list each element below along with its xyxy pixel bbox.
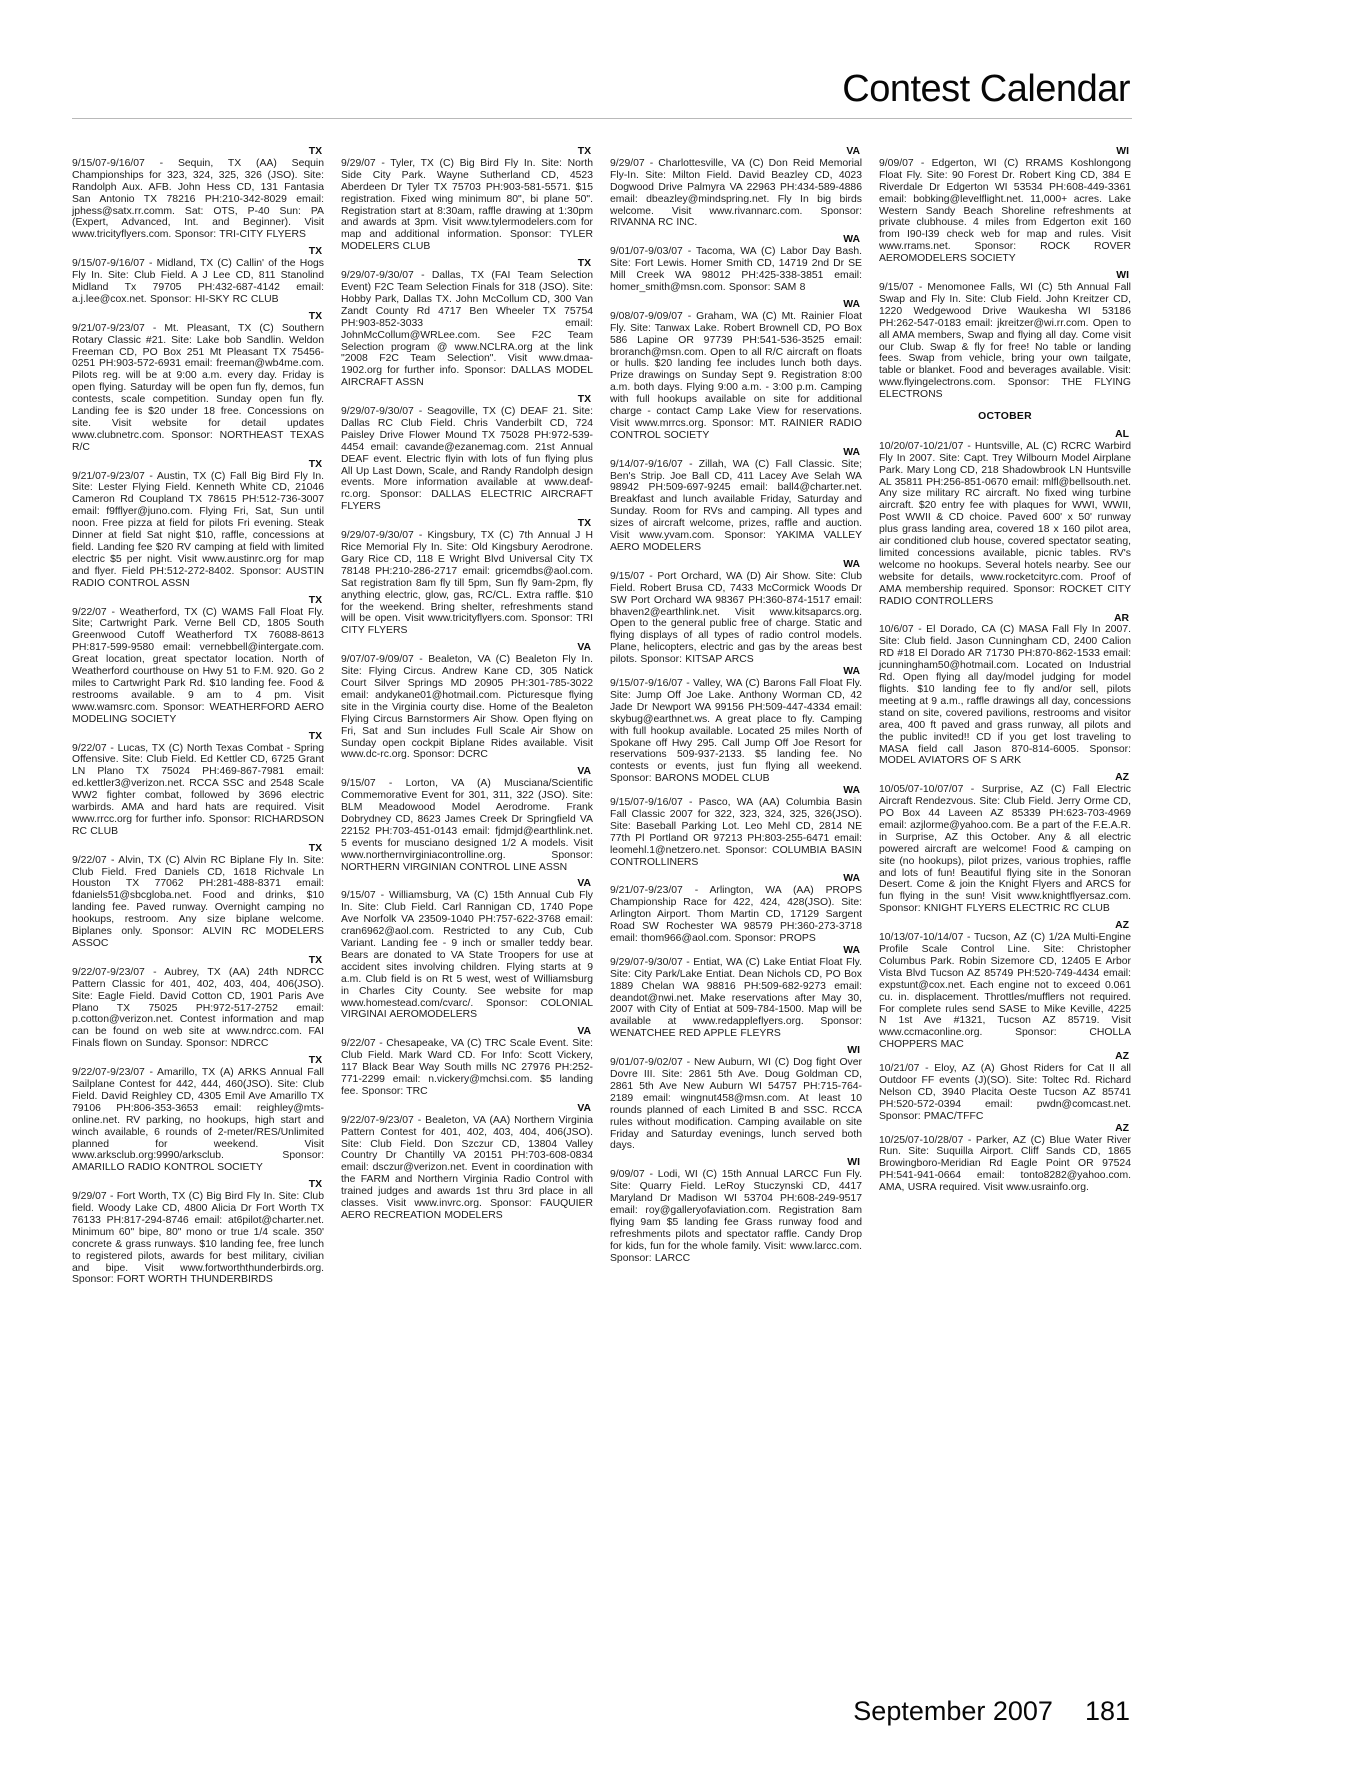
calendar-entry bbox=[879, 1123, 1131, 1194]
calendar-column bbox=[879, 146, 1131, 1286]
entry-text: 9/22/07-9/23/07 - Aubrey, TX (AA) 24th NDRCC Pattern Classic for 401, 402, 403, 404, 406(JSO). Site: Eagle Field. David Cotton CD, 1901 Paris Ave Plano TX 75025 PH:972-517-2752 email: p.cotton@verizon.net. Contest information and map can be found on web site at www.ndrcc.com. FAI Finals flown on Sunday. Sponsor: NDRCC bbox=[72, 966, 324, 1050]
state-tag: WA bbox=[843, 944, 860, 956]
calendar-entry bbox=[879, 920, 1131, 1051]
calendar-entry bbox=[341, 1103, 593, 1222]
state-tag: AZ bbox=[1115, 1122, 1129, 1134]
columns-container bbox=[72, 146, 1132, 1286]
footer-date: September 2007 bbox=[853, 1696, 1053, 1726]
state-tag: TX bbox=[308, 1179, 322, 1191]
calendar-column bbox=[610, 146, 862, 1286]
entry-text: 10/13/07-10/14/07 - Tucson, AZ (C) 1/2A Multi-Engine Profile Scale Control Line. Site: Christopher Columbus Park. Robin Sizemore CD, 12405 E Arbor Vista Blvd Tucson AZ 85749 PH:520-749-4434 email: expstunt@cox.net. Each engine not to exceed 0.061 cu. in. displacement. Throttles/mufflers not required. For complete rules send SASE to Mike Keville, 4225 N 1st Ave #1321, Tucson AZ 85719. Visit www.ccmaconline.org. Sponsor: CHOLLA CHOPPERS MAC bbox=[879, 932, 1131, 1051]
calendar-entry bbox=[72, 311, 324, 454]
entry-text: 9/14/07-9/16/07 - Zillah, WA (C) Fall Classic. Site; Ben's Strip. Joe Ball CD, 411 Lacey Ave Selah WA 98942 PH:509-697-9245 email: ball4@charter.net. Breakfast and lunch available Friday, Saturday and Sunday. Room for RVs and camping. All types and sizes of aircraft welcome, prizes, raffle and auction. Visit www.yvam.com. Sponsor: YAKIMA VALLEY AERO MODELERS bbox=[610, 458, 862, 553]
entry-text: 9/08/07-9/09/07 - Graham, WA (C) Mt. Rainier Float Fly. Site: Tanwax Lake. Robert Brownell CD, PO Box 586 Lapine OR 97739 PH:541-536-3525 email: broranch@msn.com. Open to all R/C aircraft on floats or hulls. $20 landing fee includes lunch both days. Prize drawings on Sunday Sept 9. Registration 8:00 a.m. both days. Flying 9:00 a.m. - 3:00 p.m. Camping with full hookups available on site for additional charge - contact Camp Lake View for reservations. Visit www.mrrcs.org. Sponsor: MT. RAINIER RADIO CONTROL SOCIETY bbox=[610, 310, 862, 441]
calendar-entry bbox=[72, 731, 324, 838]
calendar-entry bbox=[341, 518, 593, 637]
state-tag: WI bbox=[847, 1157, 860, 1169]
state-tag: AZ bbox=[1115, 772, 1129, 784]
state-tag: WA bbox=[843, 234, 860, 246]
state-tag: WA bbox=[843, 446, 860, 458]
state-tag: WI bbox=[1116, 270, 1129, 282]
calendar-entry bbox=[72, 146, 324, 241]
calendar-entry bbox=[879, 772, 1131, 915]
entry-text: 9/22/07 - Alvin, TX (C) Alvin RC Biplane Fly In. Site: Club Field. Fred Daniels CD, 1618 Richvale Ln Houston TX 77062 PH:281-488-8371 email: fdaniels51@sbcgloba.net. Food and drinks, $10 landing fee. Paved runway. Overnight camping no hookups, restroom. Any size biplane welcome. Biplanes only. Sponsor: ALVIN RC MODELERS ASSOC bbox=[72, 854, 324, 949]
calendar-entry bbox=[610, 1045, 862, 1152]
state-tag: TX bbox=[308, 730, 322, 742]
state-tag: TX bbox=[308, 146, 322, 157]
state-tag: TX bbox=[577, 258, 591, 270]
entry-text: 9/29/07 - Fort Worth, TX (C) Big Bird Fly In. Site: Club field. Woody Lake CD, 4800 Alicia Dr Fort Worth TX 76133 PH:817-294-8746 email: at6pilot@charter.net. Minimum 60" bipe, 80" mono or true 1/4 scale. 350' concrete & grass runways. $10 landing fee, free lunch to registered pilots, awards for best military, civilian and bipe. Visit www.fortworththunderbirds.org. Sponsor: FORT WORTH THUNDERBIRDS bbox=[72, 1191, 324, 1286]
entry-text: 9/22/07 - Chesapeake, VA (C) TRC Scale Event. Site: Club Field. Mark Ward CD. For Info: Scott Vickery, 117 Black Bear Way South mills NC 27976 PH:252-771-2299 email: n.vickery@mchsi.com. $5 landing fee. Sponsor: TRC bbox=[341, 1038, 593, 1097]
calendar-entry bbox=[72, 1055, 324, 1174]
entry-text: 9/29/07-9/30/07 - Seagoville, TX (C) DEAF 21. Site: Dallas RC Club Field. Chris Vanderbilt CD, 724 Paisley Drive Flower Mound TX 75028 PH:972-539-4454 email: cavande@ezanemag.com. 21st Annual DEAF event. Electric flyin with lots of fun flying plus All Up Last Down, Scale, and Randy Randolph design events. More information available at www.deaf-rc.org. Sponsor: DALLAS ELECTRIC AIRCRAFT FLYERS bbox=[341, 406, 593, 513]
entry-text: 9/15/07-9/16/07 - Pasco, WA (AA) Columbia Basin Fall Classic 2007 for 322, 323, 324, 325, 326(JSO). Site: Baseball Parking Lot. Leo Mehl CD, 2814 NE 77th Pl Portland OR 97213 PH:803-255-6471 email: leomehl.1@netzero.net. Sponsor: COLUMBIA BASIN CONTROLLINERS bbox=[610, 797, 862, 868]
state-tag: VA bbox=[577, 1102, 591, 1114]
entry-text: 9/21/07-9/23/07 - Austin, TX (C) Fall Big Bird Fly In. Site: Lester Flying Field. Kenneth White CD, 21046 Cameron Rd Coupland TX 78615 PH:512-736-3007 email: f9fflyer@juno.com. Flying Fri, Sat, Sun until noon. Free pizza at field for pilots Fri evening. Steak Dinner at field Sat night $10, raffle, concessions at field. Landing fee $20 RV camping at field with limited electric $5 per night. Visit www.austinrc.org for map and flyer. Field PH:512-272-8402. Sponsor: AUSTIN RADIO CONTROL ASSN bbox=[72, 470, 324, 589]
state-tag: TX bbox=[308, 310, 322, 322]
state-tag: AR bbox=[1113, 612, 1129, 624]
state-tag: WA bbox=[843, 785, 860, 797]
month-section-header: OCTOBER bbox=[978, 411, 1032, 423]
calendar-entry bbox=[610, 785, 862, 868]
entry-text: 9/29/07-9/30/07 - Kingsbury, TX (C) 7th Annual J H Rice Memorial Fly In. Site: Old Kingsbury Aerodrone. Gary Rice CD, 118 E Wright Blvd Universal City TX 78148 PH:210-286-2717 email: gricemdbs@aol.com. Sat registration 8am fly till 5pm, Sun fly 9am-2pm, fly anything electric, glow, gas, RC/CL. Extra raffle. $10 for the weekend. Bring shelter, refreshments stand will be open. Visit www.tricityflyers.com. Sponsor: TRI CITY FLYERS bbox=[341, 530, 593, 637]
state-tag: TX bbox=[308, 458, 322, 470]
state-tag: WA bbox=[843, 298, 860, 310]
calendar-entry bbox=[72, 459, 324, 590]
entry-text: 10/20/07-10/21/07 - Huntsville, AL (C) RCRC Warbird Fly In 2007. Site: Capt. Trey Wilbourn Model Airplane Park. Mary Long CD, 218 Shadowbrook LN Huntsville AL 35811 PH:256-851-0670 email: mlfl@bellsouth.net. Any size military RC aircraft. No fixed wing turbine aircraft. $20 entry fee with plaques for WWI, WWII, Post WWII & CD choice. Paved 600' x 50' runway plus grass landing area, covered 18 x 160 pilot area, air conditioned club house, covered spectator seating, limited concessions available, picnic tables. RV's welcome no hookups. Several hotels nearby. See our website for details, www.rocketcityrc.com. Proof of AMA membership required. Sponsor: ROCKET CITY RADIO CONTROLLERS bbox=[879, 440, 1131, 607]
entry-text: 9/22/07-9/23/07 - Amarillo, TX (A) ARKS Annual Fall Sailplane Contest for 442, 444, 460(JSO). Site: Club Field. David Reighley CD, 4305 Emil Ave Amarillo TX 79106 PH:806-353-3653 email: reighley@mts-online.net. RV parking, no hookups, high start and winch available, 6 rounds of 2-meter/RES/Unlimited planned for weekend. Visit www.arksclub.org:9990/arksclub. Sponsor: AMARILLO RADIO KONTROL SOCIETY bbox=[72, 1067, 324, 1174]
entry-text: 9/01/07-9/02/07 - New Auburn, WI (C) Dog fight Over Dovre III. Site: 2861 5th Ave. Doug Goldman CD, 2861 5th Ave New Auburn WI 54757 PH:715-764-2189 email: wingnut458@msn.com. At least 10 rounds planned of each Limited B and SSC. RCCA rules without modification. Camping available on site Friday and Saturday evenings, lunch served both days. bbox=[610, 1057, 862, 1152]
calendar-entry bbox=[341, 394, 593, 513]
entry-text: 9/15/07 - Lorton, VA (A) Musciana/Scientific Commemorative Event for 301, 311, 322 (JSO). Site: BLM Meadowood Model Aerodrome. Frank Dobrydney CD, 8623 James Creek Dr Springfield VA 22152 PH:703-451-0143 email: fjdmjd@earthlink.net. 5 events for musciano designed 1/2 A models. Visit www.northernvirginiacontrolline.org. Sponsor: NORTHERN VIRGINIAN CONTROL LINE ASSN bbox=[341, 778, 593, 873]
entry-text: 9/21/07-9/23/07 - Mt. Pleasant, TX (C) Southern Rotary Classic #21. Site: Lake bob Sandlin. Weldon Freeman CD, PO Box 251 Mt Pleasant TX 75456-0251 PH:903-572-6931 email: freeman@wb4me.com. Pilots reg. will be at 9:00 a.m. every day. Friday is open flying. Saturday will be open fun fly, demos, fun contests, scale competition. Sunday open fun fly. Landing fee is $20 under 18 free. Concessions on site. Visit website for detail updates www.clubnetrc.com. Sponsor: NORTHEAST TEXAS R/C bbox=[72, 322, 324, 453]
state-tag: AL bbox=[1115, 428, 1129, 440]
calendar-entry bbox=[72, 1179, 324, 1286]
state-tag: AZ bbox=[1115, 920, 1129, 932]
state-tag: VA bbox=[577, 1026, 591, 1038]
entry-text: 9/15/07-9/16/07 - Sequin, TX (AA) Sequin Championships for 323, 324, 325, 326 (JSO). Site: Randolph Aux. AFB. John Hess CD, 131 Fantasia San Antonio TX 78216 PH:210-342-8029 email: jphess@satx.rr.comm. Sat: OTS, P-40 Sun: PA (Expert, Advanced, Int. and Beginner). Visit www.tricityflyers.com. Sponsor: TRI-CITY FLYERS bbox=[72, 157, 324, 241]
calendar-entry bbox=[72, 246, 324, 306]
entry-text: 9/22/07 - Weatherford, TX (C) WAMS Fall Float Fly. Site; Cartwright Park. Verne Bell CD, 1805 South Greenwood Cutoff Weatherford TX 76088-8613 PH:817-599-9580 email: vernebbell@intergate.com. Great location, great spectator location. North of Weatherford courthouse on Hwy 51 to F.M. 920. Go 2 miles to Cartwright Park Rd. $10 landing fee. Food & restrooms available. 9 am to 4 pm. Visit www.wamsrc.com. Sponsor: WEATHERFORD AERO MODELING SOCIETY bbox=[72, 606, 324, 725]
entry-text: 9/15/07 - Menomonee Falls, WI (C) 5th Annual Fall Swap and Fly In. Site: Club Field. John Kreitzer CD, 1220 Wedgewood Drive Waukesha WI 53186 PH:262-547-0183 email: jkreitzer@wi.rr.com. Open to all AMA members, Swap and flying all day. Come visit our Club. Swap & fly for free! No table or landing fees. Swap from vehicle, bring your own tailgate, table or blanket. Food and beverages available. Visit: www.flyingelectrons.com. Sponsor: THE FLYING ELECTRONS bbox=[879, 281, 1131, 401]
state-tag: TX bbox=[577, 394, 591, 406]
calendar-entry bbox=[879, 270, 1131, 401]
state-tag: TX bbox=[577, 518, 591, 530]
state-tag: WI bbox=[1116, 146, 1129, 157]
state-tag: TX bbox=[308, 1055, 322, 1067]
entry-text: 9/15/07-9/16/07 - Valley, WA (C) Barons Fall Float Fly. Site: Jump Off Joe Lake. Anthony Worman CD, 42 Jade Dr Newport WA 99156 PH:509-447-4334 email: skybug@earthnet.ws. A great place to fly. Camping with full hookup available. Located 25 miles North of Spokane off Hwy 295. Call Jump Off Joe Resort for reservations 509-937-2133. $5 landing fee. No contests or events, just fun flying all weekend. Sponsor: BARONS MODEL CLUB bbox=[610, 677, 862, 785]
state-tag: WI bbox=[847, 1045, 860, 1057]
state-tag: TX bbox=[577, 146, 591, 157]
calendar-entry bbox=[879, 1051, 1131, 1122]
calendar-entry bbox=[341, 146, 593, 253]
entry-text: 9/22/07-9/23/07 - Bealeton, VA (AA) Northern Virginia Pattern Contest for 401, 402, 403, 404, 406(JSO). Site: Club Field. Don Szczur CD, 13804 Valley Country Dr Chantilly VA 20151 PH:703-608-0834 email: dsczur@verizon.net. Event in coordination with the FARM and Northern Virginia Radio Control with trained judges and awards 1st thru 3rd place in all classes. Visit www.invrc.org. Sponsor: FAUQUIER AERO RECREATION MODELERS bbox=[341, 1114, 593, 1221]
entry-text: 9/07/07-9/09/07 - Bealeton, VA (C) Bealeton Fly In. Site: Flying Circus. Andrew Kane CD, 305 Natick Court Silver Springs MD 20905 PH:301-785-3022 email: andykane01@hotmail.com. Picturesque flying site in the Virginia courty dise. Home of the Bealeton Flying Circus Barnstormers Air Show. Open flying on Fri, Sat and Sun includes Full Scale Air Show on Sunday open cockpit Biplane Rides available. Visit www.dc-rc.org. Sponsor: DCRC bbox=[341, 654, 593, 761]
entry-text: 9/29/07 - Tyler, TX (C) Big Bird Fly In. Site: North Side City Park. Wayne Sutherland CD, 4523 Aberdeen Dr Tyler TX 75703 PH:903-581-5571. $15 registration. Fixed wing minimum 80", bi plane 50". Registration start at 8:30am, raffle drawing at 1:30pm and awards at 3pm. Visit www.tylermodelers.com for map and additional information. Sponsor: TYLER MODELERS CLUB bbox=[341, 157, 593, 253]
state-tag: TX bbox=[308, 246, 322, 258]
calendar-entry bbox=[72, 595, 324, 726]
calendar-entry bbox=[879, 146, 1131, 265]
state-tag: VA bbox=[577, 878, 591, 890]
calendar-entry bbox=[610, 1157, 862, 1264]
footer bbox=[853, 1696, 1130, 1727]
calendar-entry bbox=[610, 146, 862, 229]
calendar-column bbox=[341, 146, 593, 1286]
entry-text: 9/29/07-9/30/07 - Dallas, TX (FAI Team Selection Event) F2C Team Selection Finals for 318 (JSO). Site: Hobby Park, Dallas TX. John McCollum CD, 300 Van Zandt County Rd 4717 Ben Wheeler TX 75754 PH:903-852-3033 email: JohnMcCollum@WRLee.com. See F2C Team Selection program @ www.NCLRA.org at the link "2008 F2C Team Selection". Visit www.dmaa-1902.org for further info. Sponsor: DALLAS MODEL AIRCRAFT ASSN bbox=[341, 270, 593, 389]
calendar-entry bbox=[610, 945, 862, 1040]
state-tag: WA bbox=[843, 558, 860, 570]
state-tag: WA bbox=[843, 873, 860, 885]
entry-text: 9/09/07 - Edgerton, WI (C) RRAMS Koshlongong Float Fly. Site: 90 Forest Dr. Robert King CD, 384 E Riverdale Dr Edgerton WI 53534 PH:608-449-3361 email: bobking@levelflight.net. 11,000+ acres. Lake Western Sandy Beach Shoreline refreshments at private clubhouse. 4 miles from Edgerton exit 160 from I90-I39 check web for map and rules. Visit www.rrams.net. Sponsor: ROCK ROVER AEROMODELERS SOCIETY bbox=[879, 157, 1131, 265]
calendar-entry bbox=[610, 234, 862, 294]
calendar-entry bbox=[879, 429, 1131, 608]
state-tag: TX bbox=[308, 954, 322, 966]
entry-text: 9/21/07-9/23/07 - Arlington, WA (AA) PROPS Championship Race for 422, 424, 428(JSO). Site: Arlington Airport. Thom Martin CD, 17129 Sargent Road SW Rochester WA 98579 PH:360-273-3718 email: thom966@aol.com. Sponsor: PROPS bbox=[610, 885, 862, 944]
state-tag: AZ bbox=[1115, 1051, 1129, 1063]
state-tag: VA bbox=[577, 642, 591, 654]
calendar-entry bbox=[879, 613, 1131, 768]
entry-text: 9/15/07-9/16/07 - Midland, TX (C) Callin' of the Hogs Fly In. Site: Club Field. A J Lee CD, 811 Stanolind Midland Tx 79705 PH:432-687-4142 email: a.j.lee@cox.net. Sponsor: HI-SKY RC CLUB bbox=[72, 258, 324, 305]
entry-text: 9/01/07-9/03/07 - Tacoma, WA (C) Labor Day Bash. Site: Fort Lewis. Homer Smith CD, 14719 2nd Dr SE Mill Creek WA 98012 PH:425-338-3851 email: homer_smith@msn.com. Sponsor: SAM 8 bbox=[610, 246, 862, 293]
entry-text: 9/15/07 - Port Orchard, WA (D) Air Show. Site: Club Field. Robert Brusa CD, 7433 McCormick Woods Dr SW Port Orchard WA 98367 PH:360-874-1517 email: bhaven2@earthlink.net. Visit www.kitsaparcs.org. Open to the general public free of charge. Static and flying displays of all types of radio control models. Plane, helicopters, electric and gas by the areas best pilots. Sponsor: KITSAP ARCS bbox=[610, 570, 862, 666]
calendar-entry bbox=[341, 1026, 593, 1097]
entry-text: 10/21/07 - Eloy, AZ (A) Ghost Riders for Cat II all Outdoor FF events (J)(SO). Site: Toltec Rd. Richard Nelson CD, 3940 Placita Oeste Tucson AZ 85741 PH:520-572-0394 email: pwdn@comcast.net. Sponsor: PMAC/TFFC bbox=[879, 1063, 1131, 1122]
footer-page-number: 181 bbox=[1084, 1696, 1130, 1726]
calendar-entry bbox=[610, 873, 862, 944]
calendar-entry bbox=[610, 666, 862, 785]
calendar-entry bbox=[610, 299, 862, 442]
entry-text: 9/29/07 - Charlottesville, VA (C) Don Reid Memorial Fly-In. Site: Milton Field. David Beazley CD, 4023 Dogwood Drive Palmyra VA 22963 PH:434-589-4886 email: dbeazley@mindspring.net. Fly In big birds welcome. Visit www.rivannarc.com. Sponsor: RIVANNA RC INC. bbox=[610, 157, 862, 229]
entry-text: 9/15/07 - Williamsburg, VA (C) 15th Annual Cub Fly In. Site: Club Field. Carl Rannigan CD, 1740 Pope Ave Norfolk VA 23509-1040 PH:757-622-3768 email: cran6962@aol.com. Restricted to any Cub, Cub Variant. Landing fee - 9 inch or smaller teddy bear. Bears are donated to VA State Troopers for use at accident sites involving children. Flying starts at 9 a.m. Club field is on Rt 5 west, west of Williamsburg in Charles City County. See website for map www.homestead.com/cvarc/. Sponsor: COLONIAL VIRGINAI AEROMODELERS bbox=[341, 890, 593, 1021]
calendar-entry bbox=[72, 843, 324, 950]
calendar-entry bbox=[341, 766, 593, 873]
entry-text: 9/22/07 - Lucas, TX (C) North Texas Combat - Spring Offensive. Site: Club Field. Ed Kettler CD, 6725 Grant LN Plano TX 75024 PH:469-867-7981 email: ed.kettler3@verizon.net. RCCA SSC and 2548 Scale WW2 fighter combat, followed by 3696 electric warbirds. AMA and hard hats are required. Visit www.rrcc.org for further info. Sponsor: RICHARDSON RC CLUB bbox=[72, 742, 324, 837]
entry-text: 10/25/07-10/28/07 - Parker, AZ (C) Blue Water River Run. Site: Suquilla Airport. Cliff Sands CD, 1865 Browingboro-Meridian Rd Eagle Point OR 97524 PH:541-941-0664 email: tonto8282@yahoo.com. AMA, USRA required. Visit www.usrainfo.org. bbox=[879, 1134, 1131, 1194]
calendar-entry bbox=[610, 559, 862, 666]
header-rule bbox=[72, 118, 1132, 119]
state-tag: WA bbox=[843, 666, 860, 678]
calendar-entry bbox=[72, 955, 324, 1050]
entry-text: 9/29/07-9/30/07 - Entiat, WA (C) Lake Entiat Float Fly. Site: City Park/Lake Entiat. Dean Nichols CD, PO Box 1889 Chelan WA 98816 PH:509-682-9273 email: deandot@nwi.net. Make reservations after May 30, 2007 with City of Entiat at 509-784-1500. Map will be available at www.redappleflyers.org. Sponsor: WENATCHEE RED APPLE FLEYRS bbox=[610, 956, 862, 1040]
state-tag: VA bbox=[846, 146, 860, 157]
state-tag: TX bbox=[308, 594, 322, 606]
entry-text: 10/6/07 - El Dorado, CA (C) MASA Fall Fly In 2007. Site: Club field. Jason Cunningham CD, 2400 Calion RD #18 El Dorado AR 71730 PH:870-862-1533 email: jcunningham50@hotmail.com. Located on Industrial Rd. Open flying all day/model judging for model flights. $10 landing fee to fly and/or sell, pilots meeting at 9 a.m., raffle drawings all day, concessions stand on site, covered pavilions, restrooms and visitor area, 400 ft paved and grass runway, all pilots and the public invited!! CD if you get lost traveling to MASA field call Jason 870-814-6005. Sponsor: MODEL AVIATORS OF S ARK bbox=[879, 624, 1131, 767]
calendar-entry bbox=[610, 447, 862, 554]
page-title: Contest Calendar bbox=[842, 68, 1130, 110]
entry-text: 9/09/07 - Lodi, WI (C) 15th Annual LARCC Fun Fly. Site: Quarry Field. LeRoy Stuczynski CD, 4417 Maryland Dr Madison WI 53704 PH:608-249-9517 email: roy@galleryofaviation.com. Registration 8am flying 9am $5 landing fee Grass runway food and refreshments pilots and spectator raffle. Candy Drop for kids, fun for the whole family. Visit: www.larcc.com. Sponsor: LARCC bbox=[610, 1169, 862, 1264]
calendar-entry bbox=[341, 258, 593, 389]
state-tag: VA bbox=[577, 766, 591, 778]
state-tag: TX bbox=[308, 842, 322, 854]
entry-text: 10/05/07-10/07/07 - Surprise, AZ (C) Fall Electric Aircraft Rendezvous. Site: Club Field. Jerry Orme CD, PO Box 44 Laveen AZ 85339 PH:623-703-4969 email: azjlorme@yahoo.com. Be a part of the F.E.A.R. in Surprise, AZ this October. Any & all electric powered aircraft are welcome! Food & camping on site (no hookups), pilot prizes, various trophies, raffle and lots of fun! Beautiful flying site in the Sonoran Desert. Come & join the Knight Flyers and ARCS for fun flying in the sun! Visit www.knightflyersaz.com. Sponsor: KNIGHT FLYERS ELECTRIC RC CLUB bbox=[879, 784, 1131, 915]
calendar-entry bbox=[341, 642, 593, 761]
calendar-entry bbox=[341, 878, 593, 1021]
calendar-column bbox=[72, 146, 324, 1286]
